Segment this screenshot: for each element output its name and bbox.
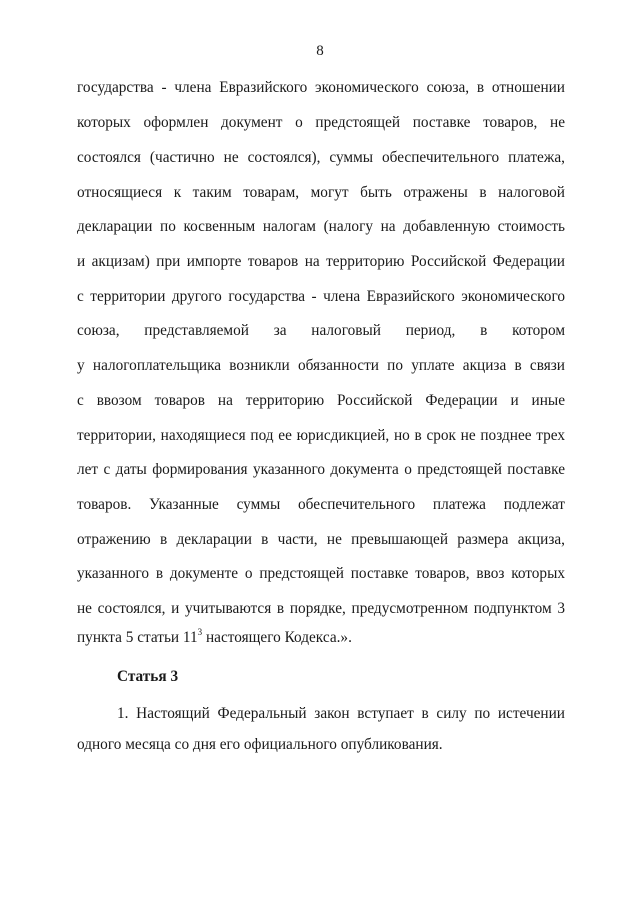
text-line: государства - члена Евразийского экономического союза, в отношении: [77, 79, 565, 96]
text-line: декларации по косвенным налогам (налогу на добавленную стоимость: [77, 218, 565, 235]
article-heading: Статья 3: [117, 668, 179, 685]
text-fragment: пункта 5 статьи 11: [77, 629, 198, 646]
text-line: с ввозом товаров на территорию Российской Федерации и иные: [77, 392, 565, 409]
text-line: 1. Настоящий Федеральный закон вступает в силу по истечении: [117, 705, 565, 722]
text-line: у налогоплательщика возникли обязанности по уплате акциза в связи: [77, 357, 565, 374]
text-line: союза, представляемой за налоговый период, в котором: [77, 322, 565, 339]
text-line: одного месяца со дня его официального опубликования.: [77, 736, 443, 753]
text-line: и акцизам) при импорте товаров на территорию Российской Федерации: [77, 253, 565, 270]
text-line: состоялся (частично не состоялся), суммы обеспечительного платежа,: [77, 149, 565, 166]
text-line: с территории другого государства - члена Евразийского экономического: [77, 288, 565, 305]
superscript-number: 3: [197, 626, 203, 637]
text-line: относящиеся к таким товарам, могут быть отражены в налоговой: [77, 184, 565, 201]
text-line: отражению в декларации в части, не превышающей размера акциза,: [77, 531, 565, 548]
text-line: которых оформлен документ о предстоящей поставке товаров, не: [77, 114, 565, 131]
page-number: 8: [316, 43, 324, 59]
text-line: товаров. Указанные суммы обеспечительного платежа подлежат: [77, 496, 565, 513]
text-line: не состоялся, и учитываются в порядке, предусмотренном подпунктом 3: [77, 600, 565, 617]
text-line: указанного в документе о предстоящей поставке товаров, ввоз которых: [77, 565, 565, 582]
text-line: лет с даты формирования указанного документа о предстоящей поставке: [77, 461, 565, 478]
text-line-last: [77, 628, 565, 648]
text-fragment: настоящего Кодекса.».: [202, 629, 352, 646]
text-line: территории, находящиеся под ее юрисдикцией, но в срок не позднее трех: [77, 427, 565, 444]
